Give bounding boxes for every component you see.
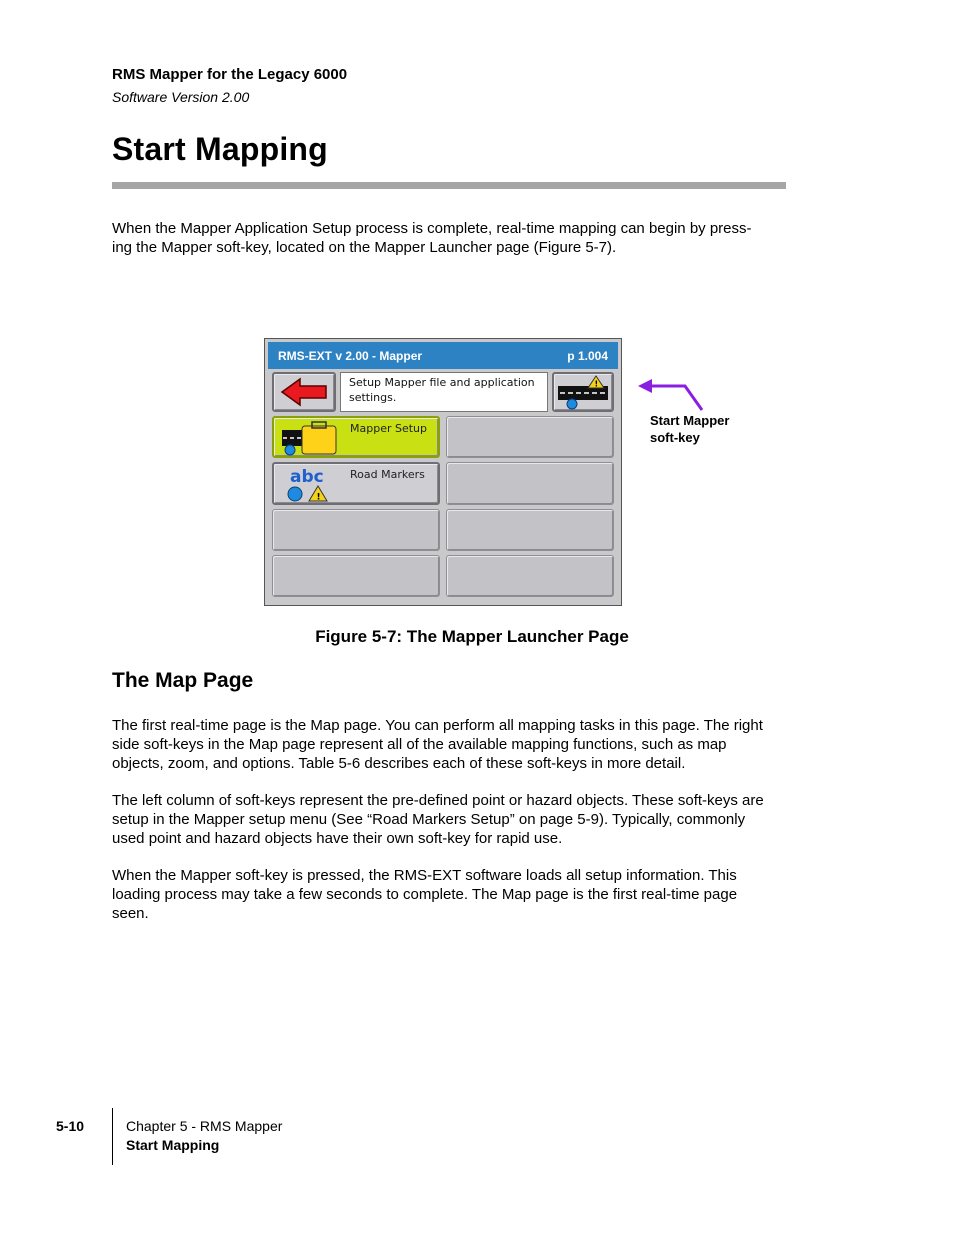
figure-caption-text: Figure 5-7: The Mapper Launcher Page <box>315 627 629 646</box>
status-message <box>340 372 548 412</box>
paragraph <box>112 716 788 773</box>
paragraph-line: The left column of soft-keys represent the pre-defined point or hazard objects. These soft-keys are <box>112 792 764 809</box>
footer-chapter: Chapter 5 - RMS Mapper <box>126 1118 283 1134</box>
intro-line: ing the Mapper soft-key, located on the Mapper Launcher page (Figure 5-7). <box>112 239 617 256</box>
status-message-line: settings. <box>349 391 397 404</box>
back-arrow-icon <box>274 374 334 410</box>
mapper-setup-icon <box>278 418 348 458</box>
paragraph-line: objects, zoom, and options. Table 5-6 describes each of these soft-keys in more detail. <box>112 755 686 772</box>
figure-caption <box>0 627 954 647</box>
paragraph-line: setup in the Mapper setup menu (See “Road Markers Setup” on page 5-9). Typically, commonly <box>112 811 746 828</box>
intro-line: When the Mapper Application Setup process is complete, real-time mapping can begin by press- <box>112 220 752 237</box>
empty-key[interactable] <box>446 509 614 551</box>
empty-key[interactable] <box>272 555 440 597</box>
paragraph-line: used point and hazard objects have their own soft-key for rapid use. <box>112 830 563 847</box>
running-header-subtitle: Software Version 2.00 <box>112 89 250 105</box>
paragraph <box>112 866 788 923</box>
empty-key[interactable] <box>446 416 614 458</box>
section-title: Start Mapping <box>112 131 328 167</box>
mapper-setup-key[interactable] <box>272 416 440 458</box>
screen-titlebar <box>268 342 618 369</box>
empty-key[interactable] <box>446 555 614 597</box>
road-markers-key[interactable] <box>272 462 440 505</box>
road-markers-label: Road Markers <box>350 468 425 481</box>
mapper-setup-label: Mapper Setup <box>350 422 427 435</box>
intro-paragraph <box>112 219 788 257</box>
point-hazard-icon <box>286 484 336 504</box>
map-road-icon <box>554 374 612 410</box>
page-number: 5-10 <box>56 1118 85 1134</box>
subsection-title: The Map Page <box>112 669 254 692</box>
paragraph <box>112 791 788 848</box>
paragraph-line: loading process may take a few seconds to complete. The Map page is the first real-time page <box>112 886 738 903</box>
svg-text:!: ! <box>594 379 599 389</box>
paragraph-line: When the Mapper soft-key is pressed, the RMS-EXT software loads all setup information. This <box>112 867 737 884</box>
running-header-title: RMS Mapper for the Legacy 6000 <box>112 66 348 83</box>
screen-title: RMS-EXT v 2.00 - Mapper <box>278 349 423 363</box>
paragraph-line: seen. <box>112 905 149 922</box>
footer-section: Start Mapping <box>126 1137 220 1153</box>
figure-callout <box>650 412 729 446</box>
start-mapper-key[interactable] <box>552 372 614 412</box>
empty-key[interactable] <box>272 509 440 551</box>
callout-line: Start Mapper <box>650 413 730 428</box>
callout-arrow-icon <box>630 370 710 416</box>
title-rule <box>112 182 786 189</box>
paragraph-line: The first real-time page is the Map page. You can perform all mapping tasks in this page. The right <box>112 717 763 734</box>
status-message-line: Setup Mapper file and application <box>349 376 535 389</box>
paragraph-line: side soft-keys in the Map page represent all of the available mapping functions, such as map <box>112 736 727 753</box>
callout-line: soft-key <box>650 430 700 445</box>
empty-key[interactable] <box>446 462 614 505</box>
abc-text-icon: abc <box>290 467 324 487</box>
screen-page-number: p 1.004 <box>567 349 608 363</box>
svg-text:!: ! <box>316 492 321 503</box>
back-key[interactable] <box>272 372 336 412</box>
footer-rule <box>112 1108 113 1165</box>
